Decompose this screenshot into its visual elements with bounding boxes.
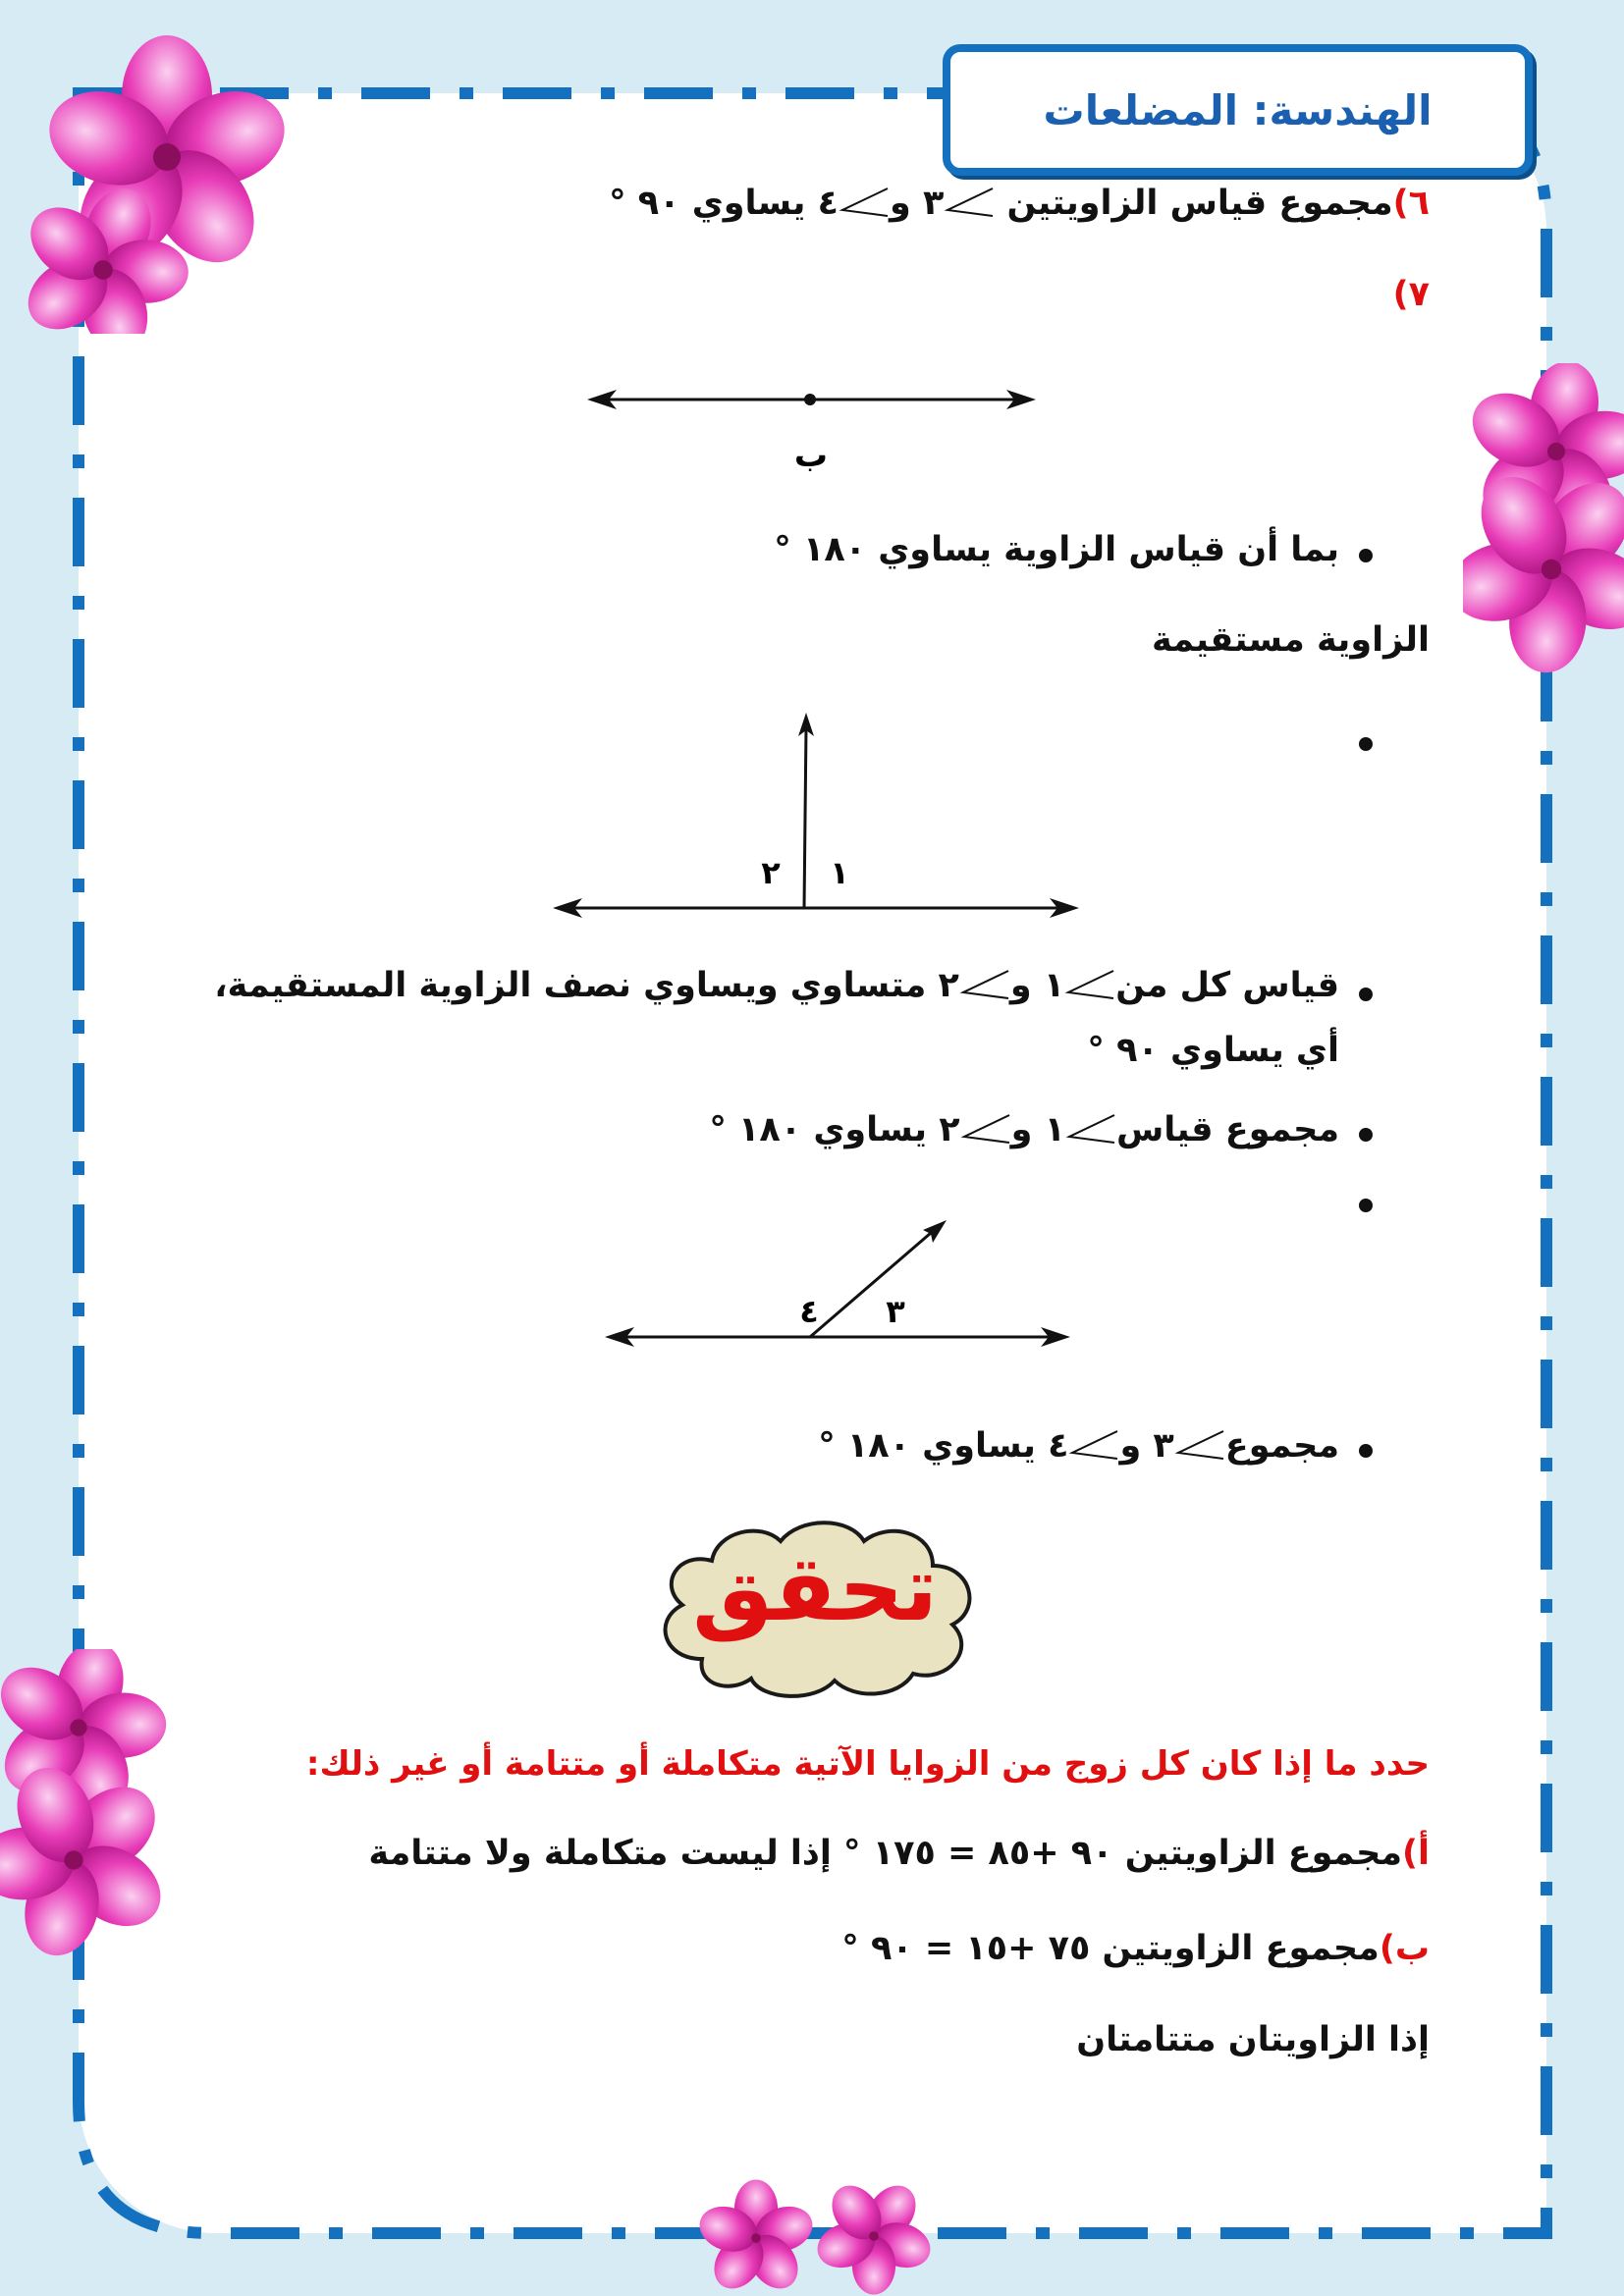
bullet-dot [1359,988,1373,1001]
exercise-instruction: حدد ما إذا كان كل زوج من الزوايا الآتية متكاملة أو متتامة أو غير ذلك: [305,1744,1430,1784]
item6-angle-1: ٣ [922,184,945,223]
right-angle-figure [545,707,1085,923]
bullet4-angle-1: ٣ [1153,1426,1174,1466]
bullet2-line2: أي يساوي ٩٠ ° [1087,1031,1339,1070]
bullet3-angle-1: ١ [1044,1110,1065,1149]
bullet4-conj: و [1119,1426,1142,1466]
bullet2-line1 [214,965,1339,1005]
exercise-conclusion: إذا الزاويتان متتامتان [1076,2020,1430,2059]
bullet2-angle-1: ١ [1043,966,1065,1005]
page-title: الهندسة: المضلعات [1043,85,1433,134]
exercise-b-label: ب) [1379,1929,1430,1968]
bullet-dot [1359,1199,1373,1212]
exercise-a-label: أ) [1402,1834,1430,1873]
bullet4-text-a: مجموع [1224,1426,1339,1466]
straight-angle-figure [579,378,1041,486]
angle-symbol-icon [960,1109,1011,1147]
bullet3-text-b: يساوي ١٨٠ ° [709,1110,928,1149]
angle-symbol-icon [839,183,890,220]
pink-flower-icon [0,1649,177,1963]
bullet3-text-a: مجموع قياس [1115,1110,1339,1149]
pink-flower-icon [677,2179,962,2296]
item6-line [609,183,1430,223]
header-title-box [943,44,1533,176]
straight-angle-label: الزاوية مستقيمة [1152,620,1430,660]
angle-label-1: ١ [830,854,849,891]
bullet2-angle-2: ٢ [938,966,959,1005]
bullet2-conj: و [1009,966,1032,1005]
item6-text-b: يساوي ٩٠ ° [609,184,806,223]
check-label: تحقق [692,1536,938,1641]
angle-symbol-icon [1068,1425,1119,1463]
angle-symbol-icon [1065,1109,1116,1147]
pink-flower-icon [1463,363,1624,677]
bullet1-text: بما أن قياس الزاوية يساوي ١٨٠ ° [774,530,1339,569]
arrow-oblique-icon [923,1220,947,1243]
exercise-b [841,1929,1430,1968]
item7-number: ٧) [1392,275,1430,314]
item6-text-a: مجموع قياس الزاويتين [1006,184,1393,223]
bullet-dot [1359,549,1373,562]
angle-label-2: ٢ [761,854,781,891]
bullet3-line [709,1109,1339,1149]
point-b [804,394,816,405]
point-b-label: ب [793,436,829,475]
item6-number: ٦) [1392,184,1430,223]
pink-flower-icon [10,20,304,334]
angle-symbol-icon [1064,965,1115,1002]
bullet-dot [1359,737,1373,751]
bullet-dot [1359,1444,1373,1458]
angle-symbol-icon [1174,1425,1225,1463]
supplementary-angle-figure [599,1212,1070,1355]
angle-symbol-icon [959,965,1010,1002]
angle-symbol-icon [944,183,995,220]
exercise-b-text: مجموع الزاويتين ٧٥ +١٥ = ٩٠ ° [841,1929,1380,1968]
bullet3-angle-2: ٢ [939,1110,960,1149]
angle-label-3: ٣ [886,1293,905,1330]
bullet3-conj: و [1010,1110,1033,1149]
bullet4-text-b: يساوي ١٨٠ ° [818,1426,1036,1466]
bullet4-angle-2: ٤ [1048,1426,1069,1466]
item6-conj: و [890,184,911,223]
bullet2-text-a: قياس كل من [1115,966,1339,1005]
angle-label-4: ٤ [799,1293,819,1330]
exercise-a-text: مجموع الزاويتين ٩٠ +٨٥ = ١٧٥ ° إذا ليست متكاملة ولا متتامة [368,1834,1402,1873]
bullet-dot [1359,1128,1373,1142]
exercise-a [368,1834,1430,1873]
item6-angle-2: ٤ [817,184,839,223]
bullet4-line [818,1425,1339,1466]
bullet2-text-b: متساوي ويساوي نصف الزاوية المستقيمة، [214,966,927,1005]
